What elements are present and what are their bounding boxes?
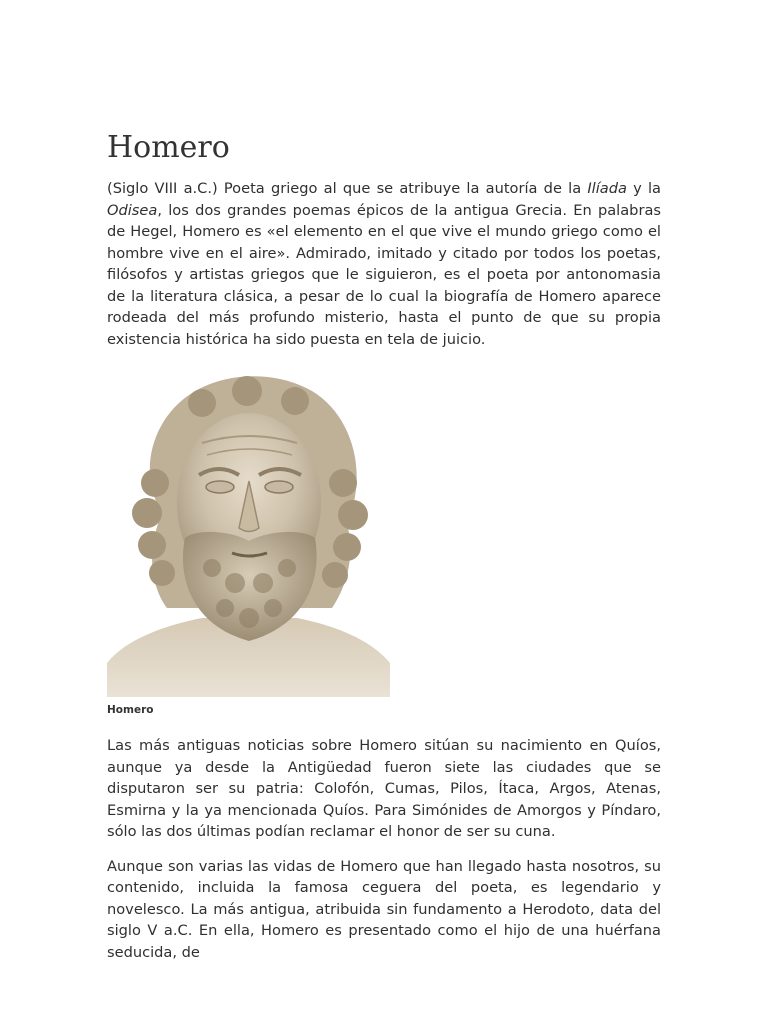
odyssey-title: Odisea xyxy=(107,201,158,219)
intro-text-1: (Siglo VIII a.C.) Poeta griego al que se atribuye la autoría de la xyxy=(107,180,588,197)
body-paragraph: Las más antiguas noticias sobre Homero sitúan su nacimiento en Quíos, aunque ya desde la Antigüedad fueron siete las ciudades que se disputaron ser su patria: Colofón, Cumas, Pilos, Ítaca, Argos, Atenas, Esmirna y la ya mencionada Quíos. Para Simónides de Amorgos y Píndaro, sólo las dos últimas podían reclamar el honor de ser su cuna. xyxy=(107,737,661,840)
figure xyxy=(107,363,390,717)
body-paragraph: Aunque son varias las vidas de Homero que han llegado hasta nosotros, su contenido, incluida la famosa ceguera del poeta, es legendario y novelesco. La más antigua, atribuida sin fundamento a Herodoto, data del siglo V a.C. En ella, Homero es presentado como el hijo de una huérfana seducida, de xyxy=(107,857,661,961)
document-page xyxy=(107,128,661,963)
intro-text-2: y la xyxy=(626,180,661,197)
bust-image xyxy=(107,363,390,697)
page-title: Homero xyxy=(107,130,230,165)
figure-caption: Homero xyxy=(107,704,154,716)
intro-text-3: , los dos grandes poemas épicos de la antigua Grecia. En palabras de Hegel, Homero es «el elemento en el que vive el mundo griego como el hombre vive en el aire». Admirado, imitado y citado por todos los poetas, filósofos y artistas griegos que le siguieron, es el poeta por antonomasia de la literatura clásica, a pesar de lo cual la biografía de Homero aparece rodeada del más profundo misterio, hasta el punto de que su propia existencia histórica ha sido puesta en tela de juicio. xyxy=(107,201,661,348)
iliad-title: Ilíada xyxy=(587,180,627,197)
intro-paragraph xyxy=(107,178,661,350)
